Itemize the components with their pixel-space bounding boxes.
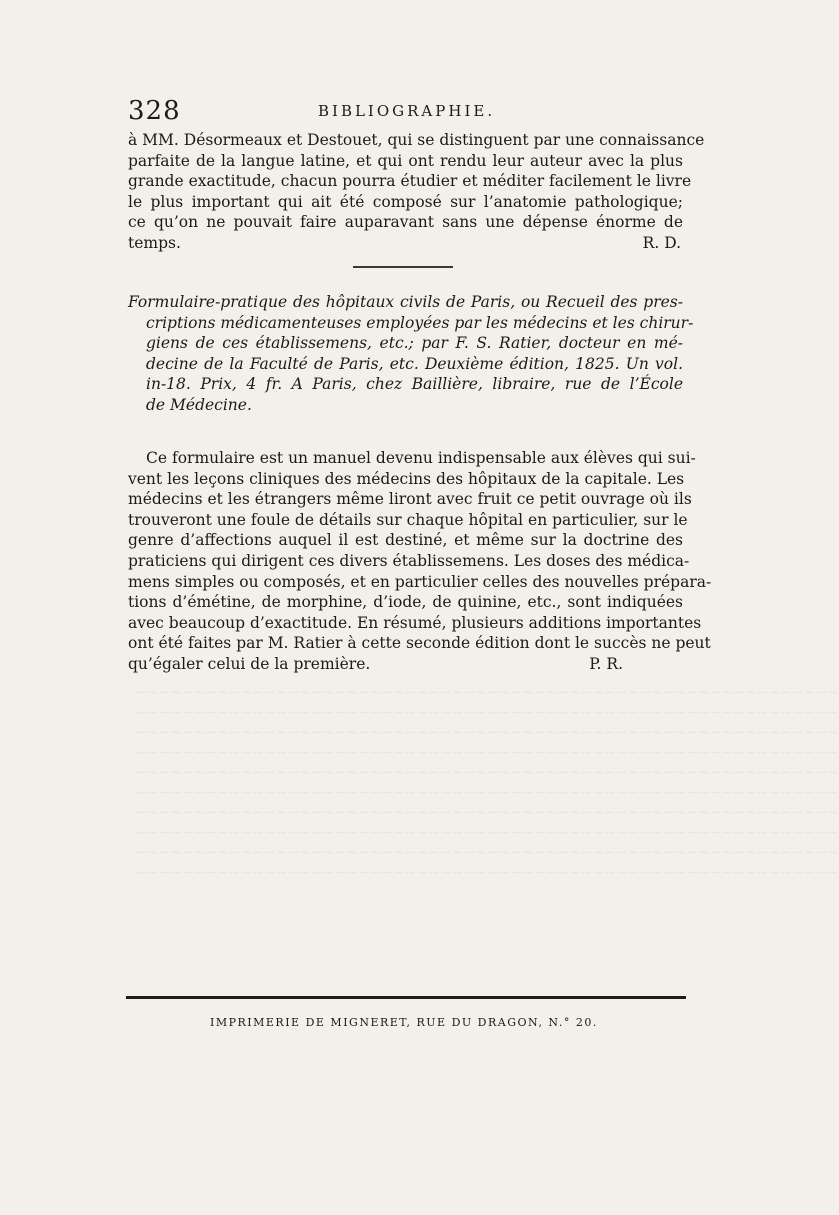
citation-line: criptions médicamenteuses employées par les médecins et les chirur- — [146, 313, 694, 332]
review-line: Ce formulaire est un manuel devenu indispensable aux élèves qui sui- — [146, 449, 696, 467]
page-header — [128, 96, 683, 126]
review-line: médecins et les étrangers même liront avec fruit ce petit ouvrage où ils — [128, 490, 692, 509]
citation-line: giens de ces établissemens, etc.; par F. S. Ratier, docteur en mé- — [146, 334, 683, 353]
book-citation — [128, 292, 694, 416]
review-line: vent les leçons cliniques des médecins des hôpitaux de la capitale. Les — [128, 469, 685, 488]
running-head: BIBLIOGRAPHIE. — [318, 102, 496, 120]
review-signature: P. R. — [589, 654, 623, 673]
previous-review-ending — [128, 130, 705, 254]
review-line-last — [128, 654, 683, 675]
citation-line: in-18. Prix, 4 fr. A Paris, chez Baillière, libraire, rue de l’École — [146, 375, 683, 394]
review-line: praticiens qui dirigent ces divers établissemens. Les doses des médica- — [128, 551, 690, 570]
page-number: 328 — [128, 96, 181, 126]
review-line: tions d’émétine, de morphine, d’iode, de quinine, etc., sont indiquées — [128, 593, 683, 612]
section-divider — [353, 266, 453, 268]
printer-imprint: IMPRIMERIE DE MIGNERET, RUE DU DRAGON, N.° 20. — [210, 1016, 598, 1029]
citation-line: decine de la Faculté de Paris, etc. Deuxième édition, 1825. Un vol. — [146, 354, 683, 373]
review-line: genre d’affections auquel il est destiné, et même sur la doctrine des — [128, 531, 683, 550]
text-line: le plus important qui ait été composé sur l’anatomie pathologique; — [128, 192, 683, 211]
review-line: trouveront une foule de détails sur chaque hôpital en particulier, sur le — [128, 510, 688, 529]
text-line-last — [128, 233, 683, 254]
text-line: grande exactitude, chacun pourra étudier et méditer facilement le livre — [128, 172, 692, 191]
review-line: mens simples ou composés, et en particulier celles des nouvelles prépara- — [128, 572, 712, 591]
text-line: ce qu’on ne pouvait faire auparavant sans une dépense énorme de — [128, 213, 683, 232]
review-signature: R. D. — [642, 233, 681, 252]
citation-line: de Médecine. — [146, 395, 252, 414]
text-line: temps. — [128, 233, 181, 252]
footer-rule — [126, 996, 686, 999]
citation-line: Formulaire-pratique des hôpitaux civils de Paris, ou Recueil des pres- — [128, 293, 683, 311]
review-line: avec beaucoup d’exactitude. En résumé, plusieurs additions importantes — [128, 613, 702, 632]
show-through-text: ~~~~~~~~~~~~~~~~~~~~~~~~~~~~~~~~~~~~~~~~~~~~~~~~~~~~~~~~~~~~ ~~~~~~~~~~~~~~~~~~~~~~~~~~~~~~~~~~~~~~~~~~~~~~~~~~~~~~~~~~~~ ~~~~~~~~~~~~~~~~~~~~~~~~~~~~~~~~~~~~~~~~~~~~~~~~~~~~~~~~~~~~ ~~~~~~~~~~~~~~~~~~~~~~~~~~~~~~~~~~~~~~~~~~~~~~~~~~~~~~~~~~~~ ~~~~~~~~~~~~~~~~~~~~~~~~~~~~~~~~~~~~~~~~~~~~~~~~~~~~~~~~~~~~ ~~~~~~~~~~~~~~~~~~~~~~~~~~~~~~~~~~~~~~~~~~~~~~~~~~~~~~~~~~~~ ~~~~~~~~~~~~~~~~~~~~~~~~~~~~~~~~~~~~~~~~~~~~~~~~~~~~~~~~~~~~ ~~~~~~~~~~~~~~~~~~~~~~~~~~~~~~~~~~~~~~~~~~~~~~~~~~~~~~~~~~~~ ~~~~~~~~~~~~~~~~~~~~~~~~~~~~~~~~~~~~~~~~~~~~~~~~~~~~~~~~~~~~ ~~~~~~~~~~~~~~~~~~~~~~~~~~~~~~~~~~~~~~~~~~~~~~~~~~~~~~~~~~~~ — [135, 685, 839, 881]
review-line: ont été faites par M. Ratier à cette seconde édition dont le succès ne peut — [128, 634, 711, 653]
review-text — [128, 448, 712, 675]
review-line: qu’égaler celui de la première. — [128, 654, 371, 673]
text-line: parfaite de la langue latine, et qui ont rendu leur auteur avec la plus — [128, 151, 683, 170]
text-line: à MM. Désormeaux et Destouet, qui se distinguent par une connaissance — [128, 131, 705, 149]
